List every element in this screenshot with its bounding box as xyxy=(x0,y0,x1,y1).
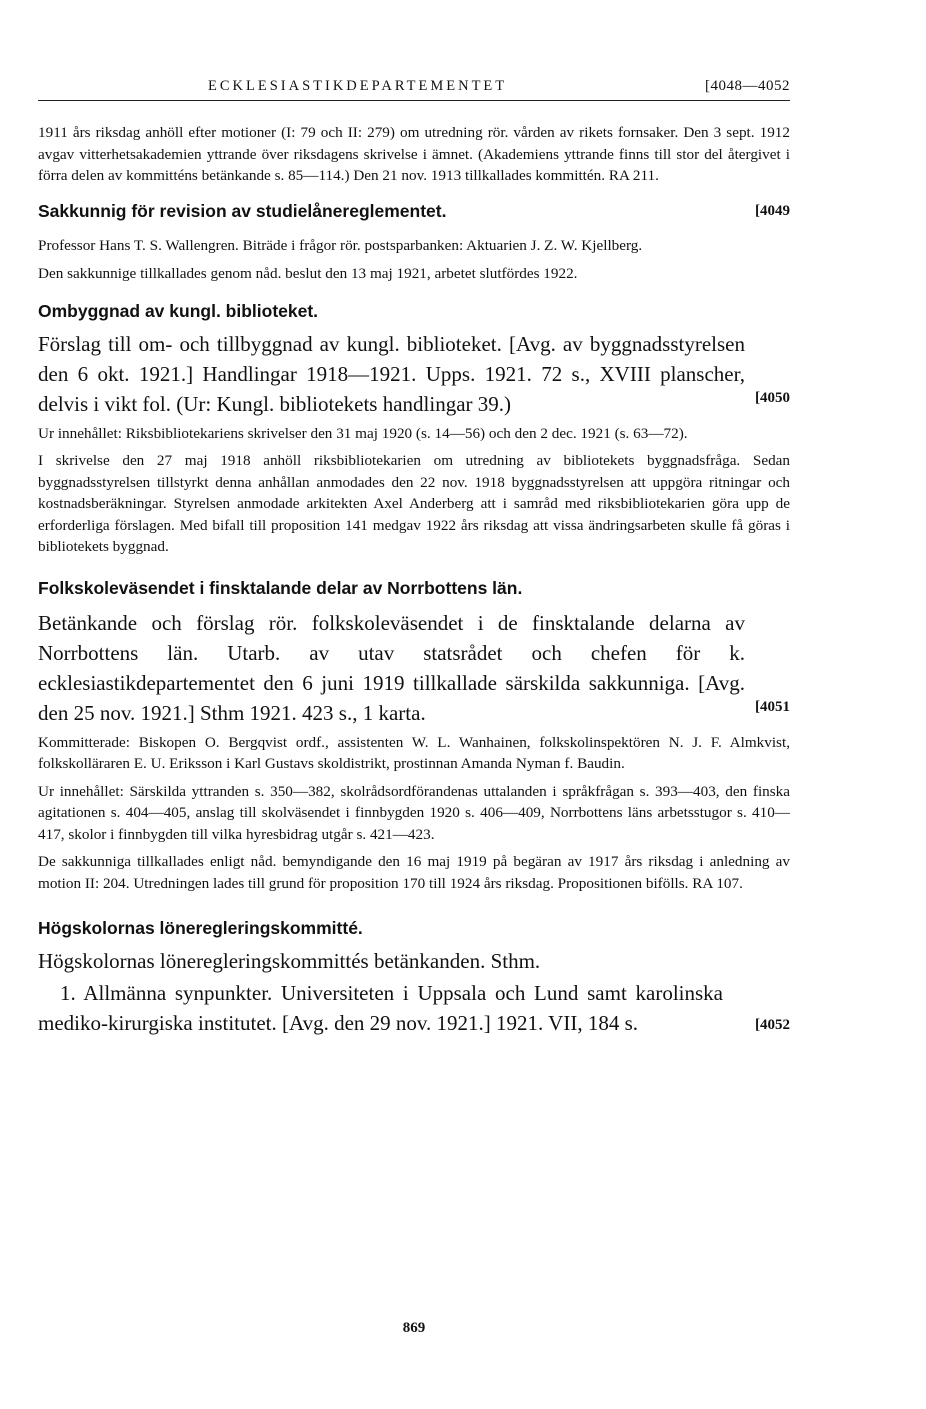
running-head xyxy=(38,78,790,101)
section-4049 xyxy=(38,199,790,285)
section-heading-text: Folkskoleväsendet i finsktalande delar av Norrbottens län. xyxy=(38,577,523,598)
publication-subtitle xyxy=(38,978,790,1038)
page-number: 869 xyxy=(402,1320,426,1336)
running-head-range: [4048—4052 xyxy=(705,78,790,94)
publication-title: Högskolornas löneregleringskommittés betänkanden. Sthm. xyxy=(38,949,541,973)
reference-number: [4049 xyxy=(755,202,790,219)
section-heading-text: Ombyggnad av kungl. biblioteket. xyxy=(38,300,319,321)
reference-number: [4051 xyxy=(755,698,790,715)
section-heading xyxy=(38,576,790,600)
section-heading xyxy=(38,299,790,323)
intro-paragraph: 1911 års riksdag anhöll efter motioner (I: 79 och II: 279) om utredning rör. vården av rikets fornsaker. Den 3 sept. 1912 avgav vitterhetsakademien yttrande över riksdagens skrivelse i ämnet. (Akademiens yttrande finns till stor del återgivet i förra delen av kommitténs betänkande s. 85—114.) Den 21 nov. 1913 tillkallades kommittén. RA 211. xyxy=(38,124,790,184)
contents-paragraph: Ur innehållet: Riksbibliotekariens skrivelser den 31 maj 1920 (s. 14—56) och den 2 dec. 1921 (s. 63—72). xyxy=(38,424,688,442)
section-4052 xyxy=(38,916,790,1038)
members-paragraph: Kommitterade: Biskopen O. Bergqvist ordf., assistenten W. L. Wanhainen, folkskolinspektören N. J. F. Almkvist, folkskolläraren E. U. Eriksson i Karl Gustavs skoldistrikt, prostinnan Amanda Nyman f. Baudin. xyxy=(38,733,790,772)
contents-paragraph: Ur innehållet: Särskilda yttranden s. 350—382, skolrådsordförandenas uttalanden i språkfrågan s. 393—403, den finska agitationen s. 404—405, anslag till skolväsendet i finnbygden 1920 s. 406—409, Norrbottens läns arbetsstugor s. 410—417, skolor i finnbygden till vilka hyresbidrag utgår s. 421—423. xyxy=(38,782,790,843)
note-paragraph: Den sakkunnige tillkallades genom nåd. beslut den 13 maj 1921, arbetet slutfördes 1922. xyxy=(38,265,578,282)
publication-title-text: Förslag till om- och tillbyggnad av kungl. biblioteket. [Avg. av byggnadsstyrelsen den 6 okt. 1921.] Handlingar 1918—1921. Upps. 1921. 72 s., XVIII planscher, delvis i vikt fol. (Ur: Kungl. bibliotekets handlingar 39.) xyxy=(38,331,745,416)
reference-number: [4050 xyxy=(755,389,790,406)
section-4050 xyxy=(38,299,790,558)
section-heading-text: Högskolornas löneregleringskommitté. xyxy=(38,918,363,938)
section-4051 xyxy=(38,576,790,895)
note-paragraph: De sakkunniga tillkallades enligt nåd. bemyndigande den 16 maj 1919 på begäran av 1917 års riksdag i anledning av motion II: 204. Utredningen lades till grund för proposition 170 till 1924 års riksdag. Propositionen bifölls. RA 107. xyxy=(38,853,790,892)
publication-subtitle-text: 1. Allmänna synpunkter. Universiteten i Uppsala och Lund samt karolinska mediko-kirurgiska institutet. [Avg. den 29 nov. 1921.] 1921. VII, 184 s. xyxy=(38,981,723,1035)
section-heading xyxy=(38,916,790,940)
document-page xyxy=(38,78,790,1336)
publication-title xyxy=(38,329,790,419)
section-heading xyxy=(38,199,790,223)
section-heading-text: Sakkunnig för revision av studielånereglementet. xyxy=(38,200,447,221)
members-paragraph: Professor Hans T. S. Wallengren. Biträde i frågor rör. postsparbanken: Aktuarien J. Z. W. Kjellberg. xyxy=(38,236,643,254)
running-head-title: ECKLESIASTIKDEPARTEMENTET xyxy=(208,78,508,94)
publication-title xyxy=(38,608,790,728)
publication-title-text: Betänkande och förslag rör. folkskoleväsendet i de finsktalande delarna av Norrbottens län. Utarb. av utav statsrådet och chefen för k. ecklesiastikdepartementet den 6 juni 1919 tillkallade särskilda sakkunniga. [Avg. den 25 nov. 1921.] Sthm 1921. 423 s., 1 karta. xyxy=(38,610,745,725)
note-paragraph: I skrivelse den 27 maj 1918 anhöll riksbibliotekarien om utredning av bibliotekets byggnadsfråga. Sedan byggnadsstyrelsen tillstyrkt denna anhållan anmodades den 22 nov. 1918 byggnadsstyrelsen att uppgöra ritningar och kostnadsberäkningar. Styrelsen anmodade arkitekten Axel Anderberg att i samråd med riksbibliotekarien göra upp de erforderliga förslagen. Med bifall till proposition 141 medgav 1922 års riksdag att vissa ändringsarbeten skulle få göras i bibliotekets byggnad. xyxy=(38,452,790,555)
reference-number: [4052 xyxy=(755,1017,790,1033)
